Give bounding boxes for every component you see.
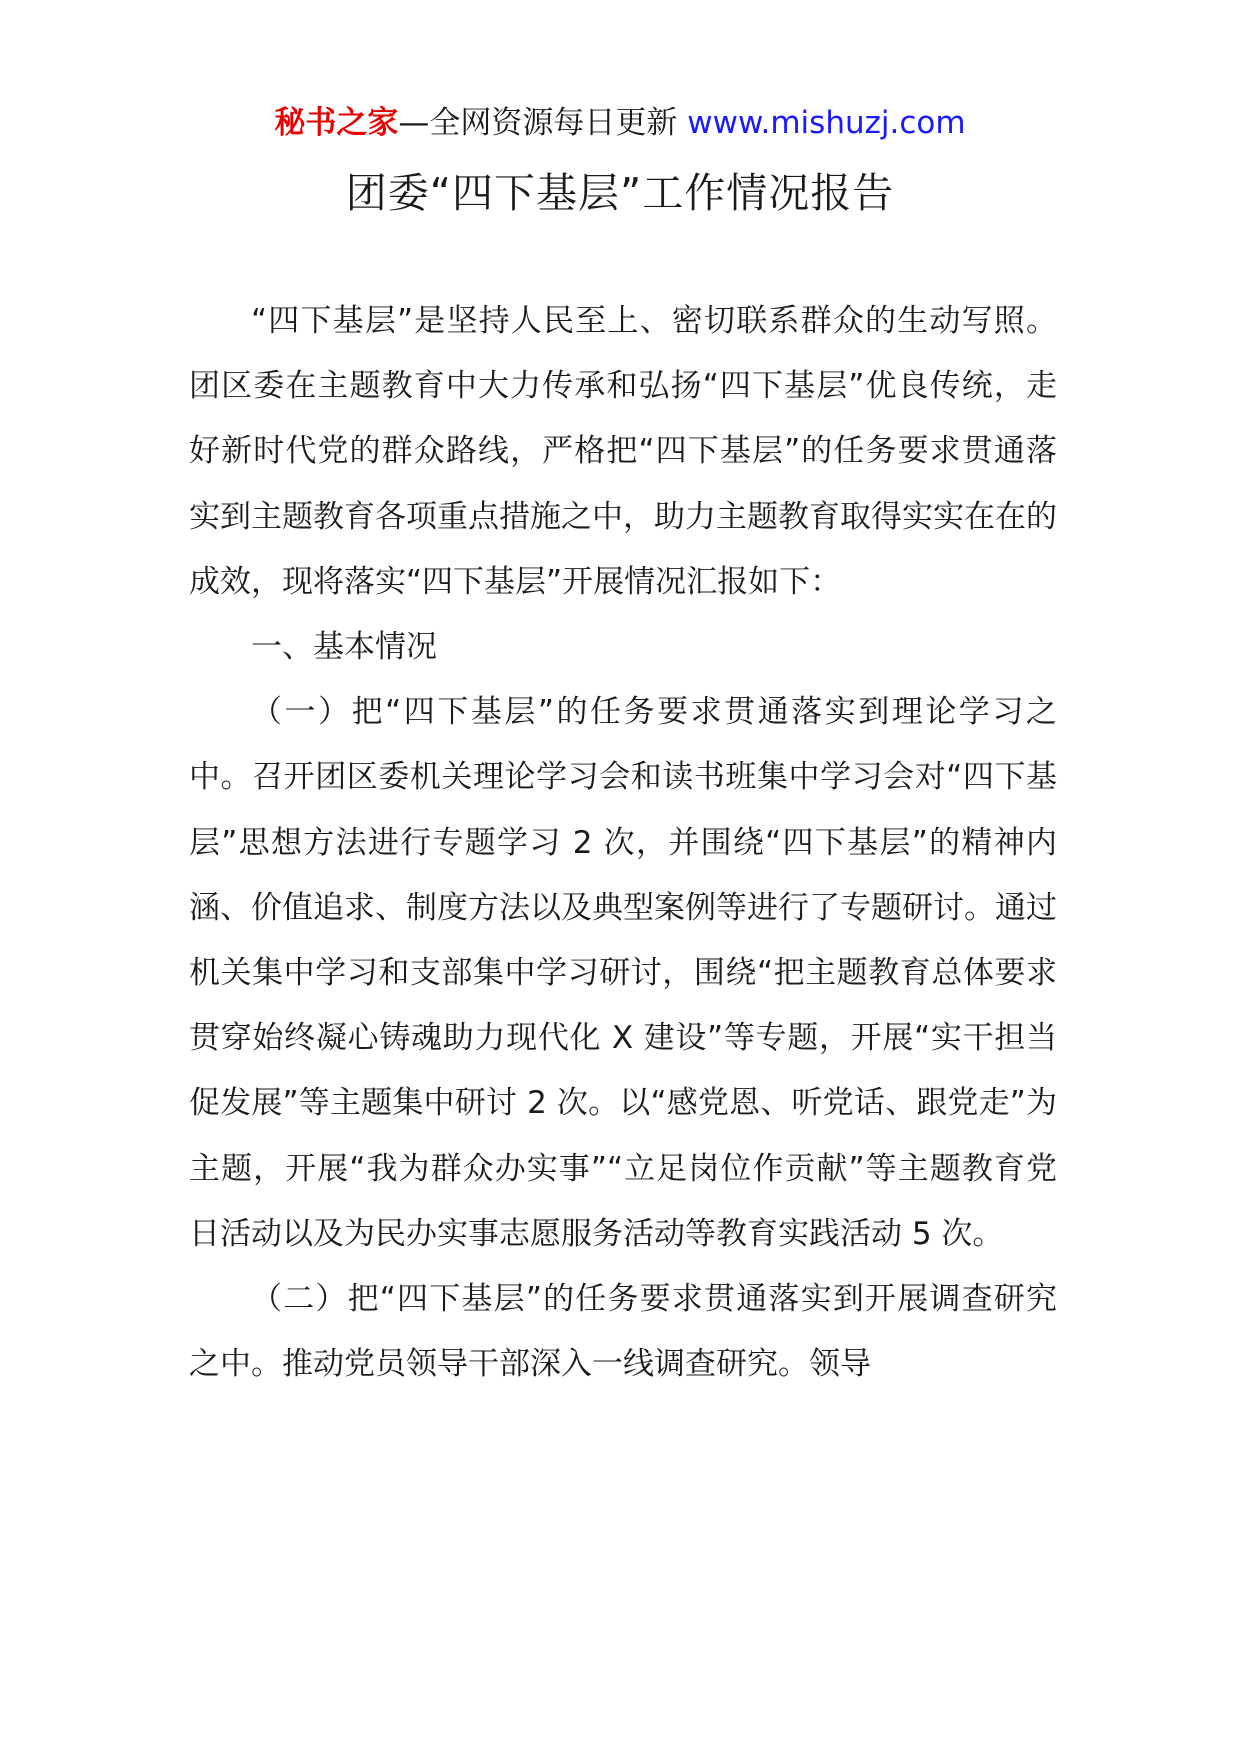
document-body [189,289,1057,1397]
paragraph-theory-study: （一）把“四下基层”的任务要求贯通落实到理论学习之中。召开团区委机关理论学习会和读书班集中学习会对“四下基层”思想方法进行专题学习 2 次，并围绕“四下基层”的精神内涵、价值追求、制度方法以及典型案例等进行了专题研讨。通过机关集中学习和支部集中学习研讨，围绕“把主题教育总体要求贯穿始终凝心铸魂助力现代化 X 建设”等专题，开展“实干担当促发展”等主题集中研讨 2 次。以“感党恩、听党话、跟党走”为主题，开展“我为群众办实事”“立足岗位作贡献”等主题教育党日活动以及为民办实事志愿服务活动等教育实践活动 5 次。 [189,694,1057,1252]
header-tagline: —全网资源每日更新 [398,105,678,141]
site-url-link[interactable]: www.mishuzj.com [687,105,966,141]
paragraph-research: （二）把“四下基层”的任务要求贯通落实到开展调查研究之中。推动党员领导干部深入一线调查研究。领导 [189,1281,1057,1383]
site-header [0,100,1240,146]
brand-name: 秘书之家 [274,105,399,141]
paragraph-intro: “四下基层”是坚持人民至上、密切联系群众的生动写照。团区委在主题教育中大力传承和弘扬“四下基层”优良传统，走好新时代党的群众路线，严格把“四下基层”的任务要求贯通落实到主题教育各项重点措施之中，助力主题教育取得实实在在的成效，现将落实“四下基层”开展情况汇报如下： [189,303,1057,600]
section-heading-basic-situation: 一、基本情况 [251,629,437,666]
document-title: 团委“四下基层”工作情况报告 [345,169,895,217]
